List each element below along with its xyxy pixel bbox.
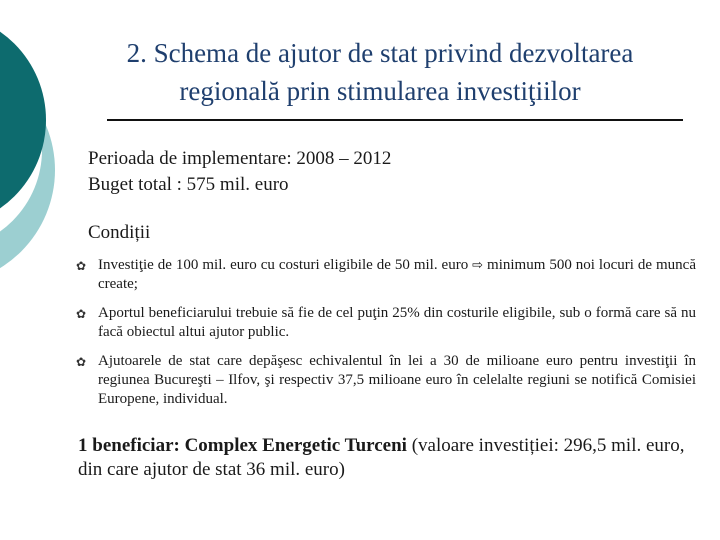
total-budget: Buget total : 575 mil. euro [88, 174, 289, 195]
title-line-2: regională prin stimularea investiţiilor [179, 76, 581, 106]
flower-bullet-icon: ✿ [76, 307, 87, 321]
condition-3-text: Ajutoarele de stat care depăşesc echivalentul în lei a 30 de milioane euro pentru investiţii în regiunea Bucureşti – Ilfov, şi respectiv 37,5 milioane euro în celelalte regiuni se notifică Comisiei Europene, individual. [98, 353, 696, 407]
list-item [76, 256, 696, 294]
list-item [76, 304, 696, 342]
slide-title [40, 34, 720, 110]
implementation-period: Perioada de implementare: 2008 – 2012 [88, 148, 392, 169]
program-info [88, 146, 391, 198]
condition-1-text-end: minimum 500 noi locuri de muncă create; [98, 257, 696, 292]
flower-bullet-icon: ✿ [76, 355, 87, 369]
conditions-heading: Condiții [88, 222, 151, 243]
title-line-1: 2. Schema de ajutor de stat privind dezvoltarea [126, 38, 634, 68]
list-item [76, 352, 696, 409]
conditions-list [76, 256, 696, 419]
beneficiary-paragraph [78, 434, 708, 482]
flower-bullet-icon: ✿ [76, 259, 87, 273]
condition-1-text-start: Investiţie de 100 mil. euro cu costuri eligibile de 50 mil. euro [98, 257, 473, 273]
hollow-right-arrow-icon: ⇨ [472, 258, 484, 273]
condition-2-text: Aportul beneficiarului trebuie să fie de cel puţin 25% din costurile eligibile, sub o formă care să nu facă obiectul altui ajutor public. [98, 305, 696, 340]
title-underline [107, 119, 683, 121]
beneficiary-name: 1 beneficiar: Complex Energetic Turceni [78, 435, 407, 456]
beneficiary-details: (valoare investiției: 296,5 mil. euro, din care ajutor de stat 36 mil. euro) [78, 435, 685, 480]
